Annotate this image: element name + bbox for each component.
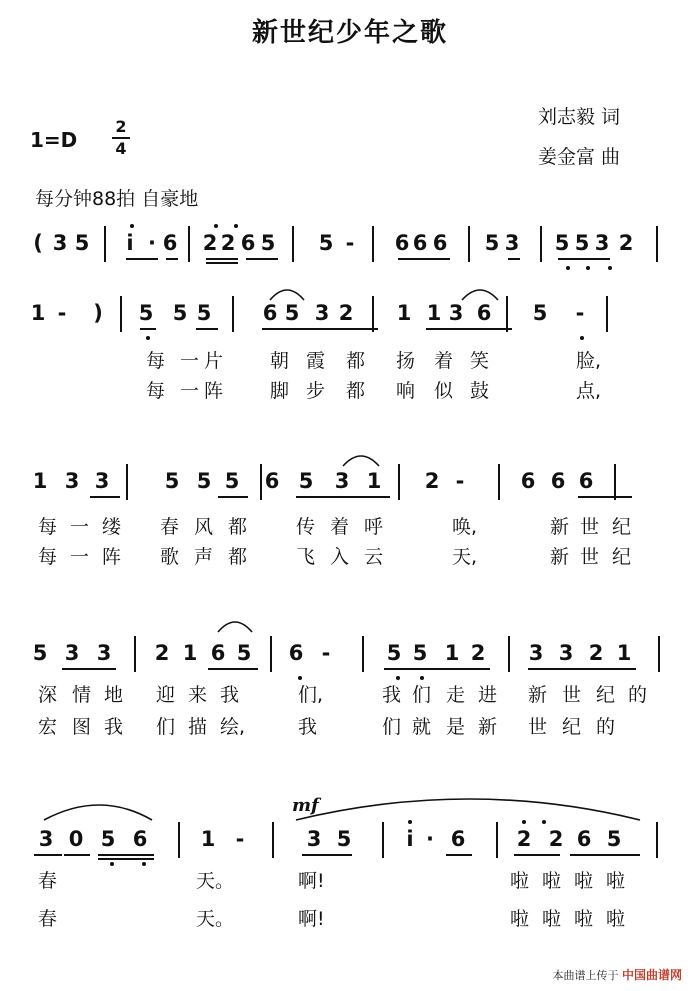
lyric-syllable: 呼	[364, 516, 384, 538]
lyric-syllable: 点,	[576, 380, 602, 402]
barline	[540, 226, 542, 262]
beam-underline	[98, 858, 154, 860]
barline	[372, 226, 374, 262]
note: 2	[588, 641, 604, 665]
note: 5	[336, 827, 352, 851]
note: 1	[616, 641, 632, 665]
lyric-syllable: 入	[330, 546, 350, 568]
beam-underline	[434, 668, 490, 670]
lyric-syllable: 啦	[574, 908, 594, 930]
lyric-syllable: 扬	[396, 350, 416, 372]
lyric-syllable: 迎	[156, 684, 176, 706]
lyric-syllable: 缕	[102, 516, 122, 538]
lyric-syllable: 们	[156, 716, 176, 738]
octave-dot-low	[580, 336, 584, 340]
lyric-syllable: 深	[38, 684, 58, 706]
lyric-syllable: 地	[104, 684, 124, 706]
note: 5	[196, 469, 212, 493]
key-signature: 1=D	[30, 128, 78, 152]
barline	[120, 296, 122, 332]
beam-underline	[246, 258, 278, 260]
lyric-syllable: 春	[160, 516, 180, 538]
beam-underline	[508, 258, 520, 260]
note: 2	[220, 231, 236, 255]
note: 1	[32, 469, 48, 493]
lyric-syllable: 阵	[102, 546, 122, 568]
beam-underline	[62, 668, 116, 670]
lyric-syllable: 都	[346, 350, 366, 372]
lyric-syllable: 似	[434, 380, 454, 402]
note: 1	[444, 641, 460, 665]
octave-dot-high	[130, 224, 134, 228]
note: 3	[64, 641, 80, 665]
note: 5	[532, 301, 548, 325]
barline	[614, 464, 616, 500]
lyric-syllable: 每	[38, 546, 58, 568]
lyric-syllable: 宏	[38, 716, 58, 738]
note: 5	[74, 231, 90, 255]
note: 1	[366, 469, 382, 493]
lyric-syllable: 朝	[270, 350, 290, 372]
lyric-syllable: 啦	[510, 908, 530, 930]
octave-dot-high	[522, 820, 526, 824]
lyric-syllable: 响	[396, 380, 416, 402]
lyric-syllable: 着	[330, 516, 350, 538]
lyric-syllable: 新	[550, 516, 570, 538]
lyric-syllable: 声	[194, 546, 214, 568]
lyric-syllable: 脸,	[576, 350, 602, 372]
lyric-syllable: 描	[188, 716, 208, 738]
note: i	[406, 827, 414, 851]
barline	[656, 226, 658, 262]
note: 5	[224, 469, 240, 493]
note: 5	[554, 231, 570, 255]
note: )	[93, 301, 103, 325]
dynamic-marking: mf	[292, 795, 319, 816]
score-title: 新世纪少年之歌	[251, 18, 448, 48]
note: 6	[412, 231, 428, 255]
lyric-syllable: 一	[70, 516, 90, 538]
beam-underline	[426, 328, 476, 330]
lyric-syllable: 笑	[470, 350, 490, 372]
slur-2	[462, 290, 498, 300]
note: 6	[520, 469, 536, 493]
beam-underline	[206, 262, 238, 264]
note: 1	[426, 301, 442, 325]
lyric-syllable: 传	[296, 516, 316, 538]
lyric-syllable: 世	[580, 546, 600, 568]
barline	[272, 822, 274, 858]
lyric-syllable: 纪	[612, 516, 632, 538]
tempo-marking: 每分钟88拍 自豪地	[35, 188, 199, 210]
lyric-syllable: 飞	[296, 546, 316, 568]
note: 5	[412, 641, 428, 665]
note: 2	[470, 641, 486, 665]
note: 5	[260, 231, 276, 255]
time-bottom: 4	[115, 139, 127, 158]
lyric-syllable: 我	[104, 716, 124, 738]
note: 3	[528, 641, 544, 665]
lyric-syllable: 片	[204, 350, 224, 372]
note: 6	[162, 231, 178, 255]
note: 1	[396, 301, 412, 325]
note: 5	[100, 827, 116, 851]
beam-underline	[98, 854, 154, 856]
note: -	[345, 231, 355, 255]
lyric-syllable: 都	[228, 546, 248, 568]
lyric-syllable: 天。	[196, 870, 235, 892]
note: 6	[450, 827, 466, 851]
note: i	[126, 231, 134, 255]
lyric-syllable: 每	[146, 380, 166, 402]
octave-dot-high	[214, 224, 218, 228]
lyric-syllable: 阵	[204, 380, 224, 402]
lyric-syllable: 风	[194, 516, 214, 538]
octave-dot-low	[586, 266, 590, 270]
note: 6	[550, 469, 566, 493]
lyric-syllable: 纪	[562, 716, 582, 738]
lyric-syllable: 都	[346, 380, 366, 402]
beam-underline	[64, 854, 90, 856]
note: 0	[68, 827, 84, 851]
barline	[656, 822, 658, 858]
time-signature	[112, 118, 130, 158]
octave-dot-low	[142, 862, 146, 866]
note: 5	[32, 641, 48, 665]
beam-underline	[446, 854, 472, 856]
barline	[508, 636, 510, 672]
octave-dot-low	[608, 266, 612, 270]
beam-underline	[206, 258, 238, 260]
lyric-syllable: 世	[562, 684, 582, 706]
note: -	[575, 301, 585, 325]
note: -	[57, 301, 67, 325]
note: 3	[594, 231, 610, 255]
lyric-syllable: 春	[38, 870, 58, 892]
note: 5	[284, 301, 300, 325]
lyric-syllable: 情	[72, 684, 92, 706]
note: 3	[64, 469, 80, 493]
barline	[398, 464, 400, 500]
lyric-syllable: 是	[446, 716, 466, 738]
note: 6	[576, 827, 592, 851]
note: 5	[138, 301, 154, 325]
note: 5	[386, 641, 402, 665]
beam-underline	[262, 328, 318, 330]
note: -	[235, 827, 245, 851]
lyric-syllable: 一	[180, 380, 200, 402]
lyric-syllable: 步	[306, 380, 326, 402]
lyric-syllable: 我	[382, 684, 402, 706]
barline	[498, 464, 500, 500]
note: 1	[200, 827, 216, 851]
note: (	[33, 231, 43, 255]
beam-underline	[166, 258, 178, 260]
lyric-syllable: 都	[228, 516, 248, 538]
beam-underline	[570, 854, 640, 856]
note: 2	[618, 231, 634, 255]
barline	[506, 296, 508, 332]
note: 5	[606, 827, 622, 851]
lyric-syllable: 一	[180, 350, 200, 372]
footer	[552, 966, 682, 983]
lyric-syllable: 就	[412, 716, 432, 738]
lyric-syllable: 世	[528, 716, 548, 738]
beam-underline	[514, 854, 560, 856]
note: 3	[52, 231, 68, 255]
time-top: 2	[115, 117, 127, 136]
slur-4	[218, 622, 252, 632]
note: 6	[476, 301, 492, 325]
lyric-syllable: 走	[446, 684, 466, 706]
lyric-syllable: 春	[38, 908, 58, 930]
note: 5	[298, 469, 314, 493]
note: 5	[236, 641, 252, 665]
lyricist-credit: 刘志毅 词	[538, 106, 621, 128]
barline	[362, 636, 364, 672]
lyric-syllable: 啊!	[298, 908, 325, 930]
lyric-syllable: 纪	[612, 546, 632, 568]
barline	[606, 296, 608, 332]
note: 3	[558, 641, 574, 665]
slur-1	[270, 290, 304, 300]
beam-underline	[90, 496, 120, 498]
barline	[178, 822, 180, 858]
barline	[232, 296, 234, 332]
slur-3	[343, 456, 379, 466]
lyric-syllable: 啊!	[298, 870, 325, 892]
barline	[188, 226, 190, 262]
octave-dot-high	[542, 820, 546, 824]
note: 5	[196, 301, 212, 325]
barline	[496, 822, 498, 858]
note: 6	[432, 231, 448, 255]
note: 2	[154, 641, 170, 665]
note: 6	[394, 231, 410, 255]
octave-dot-low	[566, 266, 570, 270]
lyric-syllable: 新	[478, 716, 498, 738]
barline	[658, 636, 660, 672]
barline	[292, 226, 294, 262]
lyric-syllable: 鼓	[470, 380, 490, 402]
lyric-syllable: 每	[146, 350, 166, 372]
lyric-syllable: 来	[188, 684, 208, 706]
note: 2	[548, 827, 564, 851]
note: 3	[504, 231, 520, 255]
slur-5	[44, 805, 152, 820]
beam-underline	[476, 328, 512, 330]
slur-6	[296, 799, 640, 820]
beam-underline	[126, 258, 158, 260]
note: 3	[448, 301, 464, 325]
lyric-syllable: 啦	[574, 870, 594, 892]
note: 1	[182, 641, 198, 665]
note: 6	[210, 641, 226, 665]
lyric-syllable: 我	[220, 684, 240, 706]
lyric-syllable: 新	[550, 546, 570, 568]
note: ·	[426, 827, 434, 851]
composer-credit: 姜金富 曲	[538, 146, 621, 168]
barline	[372, 296, 374, 332]
beam-underline	[218, 496, 248, 498]
barline	[134, 636, 136, 672]
octave-dot-high	[408, 820, 412, 824]
note: 2	[338, 301, 354, 325]
lyric-syllable: 绘,	[220, 716, 246, 738]
note: 2	[202, 231, 218, 255]
beam-underline	[384, 668, 434, 670]
lyric-syllable: 世	[580, 516, 600, 538]
note: 6	[240, 231, 256, 255]
beam-underline	[348, 496, 390, 498]
beam-underline	[582, 668, 636, 670]
lyric-syllable: 云	[364, 546, 384, 568]
beam-underline	[208, 668, 258, 670]
octave-dot-low	[110, 862, 114, 866]
lyric-syllable: 啦	[510, 870, 530, 892]
lyric-syllable: 啦	[542, 908, 562, 930]
beam-underline	[528, 668, 582, 670]
lyric-syllable: 天。	[196, 908, 235, 930]
footer-prefix: 本曲谱上传于	[552, 969, 619, 982]
lyric-syllable: 天,	[452, 546, 478, 568]
note: 5	[484, 231, 500, 255]
note: 6	[288, 641, 304, 665]
lyric-syllable: 霞	[306, 350, 326, 372]
beam-underline	[302, 854, 352, 856]
lyric-syllable: 的	[596, 716, 616, 738]
note: 3	[38, 827, 54, 851]
note: 2	[424, 469, 440, 493]
note: 5	[164, 469, 180, 493]
lyric-syllable: 我	[298, 716, 318, 738]
beam-underline	[558, 258, 610, 260]
lyric-syllable: 啦	[606, 908, 626, 930]
lyric-syllable: 纪	[596, 684, 616, 706]
barline	[270, 636, 272, 672]
note: 6	[262, 301, 278, 325]
note: 5	[318, 231, 334, 255]
lyric-syllable: 一	[70, 546, 90, 568]
note: -	[455, 469, 465, 493]
lyric-syllable: 着	[434, 350, 454, 372]
note: 3	[314, 301, 330, 325]
octave-dot-high	[234, 224, 238, 228]
lyric-syllable: 新	[528, 684, 548, 706]
barline	[468, 226, 470, 262]
beam-underline	[140, 328, 156, 330]
lyric-syllable: 的	[628, 684, 648, 706]
lyric-syllable: 啦	[606, 870, 626, 892]
lyric-syllable: 每	[38, 516, 58, 538]
beam-underline	[196, 328, 218, 330]
lyric-syllable: 歌	[160, 546, 180, 568]
note: 3	[334, 469, 350, 493]
lyric-syllable: 们,	[298, 684, 324, 706]
note: 1	[30, 301, 46, 325]
beam-underline	[296, 496, 348, 498]
beam-underline	[578, 496, 632, 498]
lyric-syllable: 们	[382, 716, 402, 738]
note: 6	[578, 469, 594, 493]
lyric-syllable: 脚	[270, 380, 290, 402]
barline	[382, 822, 384, 858]
note: 3	[306, 827, 322, 851]
lyric-syllable: 啦	[542, 870, 562, 892]
barline	[126, 464, 128, 500]
lyric-syllable: 图	[72, 716, 92, 738]
note: 5	[172, 301, 188, 325]
beam-underline	[34, 854, 62, 856]
note: 5	[574, 231, 590, 255]
note: 2	[516, 827, 532, 851]
note: 3	[96, 641, 112, 665]
lyric-syllable: 唤,	[452, 516, 478, 538]
barline	[104, 226, 106, 262]
beam-underline	[398, 258, 450, 260]
octave-dot-low	[146, 336, 150, 340]
note: ·	[148, 231, 156, 255]
note: -	[321, 641, 331, 665]
lyric-syllable: 进	[478, 684, 498, 706]
lyric-syllable: 们	[412, 684, 432, 706]
note: 3	[94, 469, 110, 493]
note: 6	[132, 827, 148, 851]
note: 6	[264, 469, 280, 493]
footer-brand[interactable]: 中国曲谱网	[621, 968, 682, 982]
beam-underline	[318, 328, 378, 330]
